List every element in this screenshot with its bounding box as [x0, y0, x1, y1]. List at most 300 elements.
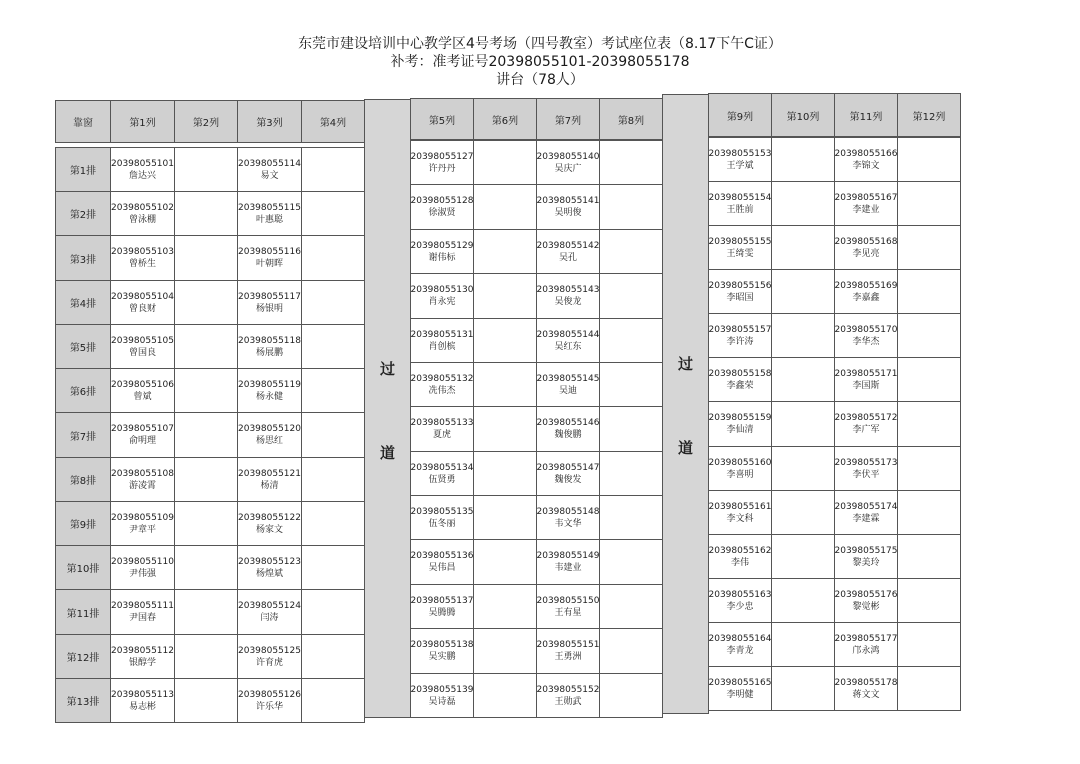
seat-student-name: 银醇学 — [128, 657, 156, 668]
seat-cell — [708, 578, 772, 623]
row-header — [55, 324, 111, 369]
seat-student-name: 杨煌斌 — [255, 568, 283, 579]
seat-cell — [771, 269, 835, 314]
seat-cell — [599, 673, 663, 718]
seat-cell — [473, 229, 537, 274]
seat-cell — [110, 545, 175, 590]
seat-exam-number: 20398055177 — [834, 633, 898, 644]
seat-cell — [536, 451, 600, 496]
seat-student-name: 邝永鸿 — [852, 645, 880, 656]
seat-cell — [110, 412, 175, 458]
seat-cell — [473, 451, 537, 496]
seat-student-name: 吴红东 — [554, 341, 582, 352]
seat-cell — [410, 673, 474, 718]
seat-exam-number: 20398055166 — [834, 148, 898, 159]
row-header-label: 第7排 — [69, 431, 97, 443]
seat-cell — [174, 280, 238, 325]
seat-cell — [897, 622, 961, 667]
seat-cell — [834, 225, 898, 270]
seat-exam-number: 20398055176 — [834, 589, 898, 600]
seat-cell — [771, 313, 835, 358]
seat-exam-number: 20398055139 — [410, 684, 474, 695]
seat-exam-number: 20398055135 — [410, 506, 474, 517]
seat-cell — [897, 534, 961, 579]
column-header — [301, 100, 365, 143]
seat-exam-number: 20398055120 — [238, 424, 301, 434]
column-header-label: 第1列 — [129, 118, 156, 129]
seat-exam-number: 20398055137 — [410, 595, 474, 606]
seat-student-name: 肖永宪 — [428, 297, 456, 307]
seat-exam-number: 20398055110 — [111, 556, 174, 567]
seat-cell — [237, 235, 302, 281]
seat-cell — [237, 545, 302, 590]
seat-student-name: 曾斌 — [133, 391, 152, 402]
row-header-label: 第2排 — [69, 210, 97, 221]
column-header-label: 第3列 — [256, 118, 283, 129]
seat-cell — [174, 501, 238, 546]
seat-cell — [410, 140, 474, 185]
seat-exam-number: 20398055151 — [536, 640, 600, 650]
seat-exam-number: 20398055147 — [536, 462, 600, 473]
seat-student-name: 李嘉鑫 — [852, 292, 880, 303]
seat-cell — [536, 495, 600, 540]
seat-cell — [599, 362, 663, 407]
seat-cell — [110, 368, 175, 413]
seat-student-name: 伍冬丽 — [428, 518, 456, 529]
seat-cell — [599, 140, 663, 185]
seat-cell — [410, 273, 474, 319]
seat-exam-number: 20398055121 — [238, 468, 301, 479]
seat-exam-number: 20398055113 — [111, 689, 174, 700]
seat-cell — [708, 446, 772, 491]
seat-cell — [110, 634, 175, 679]
row-header — [55, 634, 111, 679]
seat-student-name: 徐淑贤 — [428, 208, 456, 218]
seat-student-name: 曾良财 — [128, 303, 156, 314]
seat-exam-number: 20398055108 — [111, 468, 174, 479]
seat-cell — [473, 628, 537, 674]
seat-cell — [771, 534, 835, 579]
seat-student-name: 李明健 — [726, 689, 754, 700]
seat-cell — [301, 545, 365, 590]
seat-cell — [473, 673, 537, 718]
seat-cell — [599, 584, 663, 629]
column-header — [174, 100, 238, 143]
seat-exam-number: 20398055157 — [708, 324, 772, 335]
aisle — [364, 99, 411, 718]
seat-cell — [301, 678, 365, 723]
seat-cell — [410, 362, 474, 407]
seat-student-name: 李伟 — [730, 557, 749, 568]
column-header — [897, 93, 961, 137]
seat-cell — [708, 137, 772, 182]
seat-cell — [536, 539, 600, 585]
seat-exam-number: 20398055150 — [536, 595, 600, 606]
seat-student-name: 李建业 — [852, 204, 880, 215]
column-header-label: 第4列 — [319, 118, 347, 129]
seat-cell — [708, 401, 772, 447]
seat-student-name: 李青龙 — [726, 645, 754, 656]
seat-exam-number: 20398055159 — [708, 413, 772, 423]
seat-cell — [410, 451, 474, 496]
column-header-label: 第8列 — [617, 115, 645, 127]
seat-cell — [599, 273, 663, 319]
seat-student-name: 王学斌 — [726, 160, 754, 171]
seat-cell — [897, 181, 961, 226]
seat-cell — [301, 368, 365, 413]
seat-exam-number: 20398055158 — [708, 368, 772, 379]
seat-exam-number: 20398055142 — [536, 240, 600, 251]
seat-cell — [410, 539, 474, 585]
corner-label — [55, 100, 111, 143]
seat-cell — [301, 147, 365, 192]
seat-student-name: 谢伟标 — [428, 252, 456, 263]
seat-cell — [110, 589, 175, 635]
seat-exam-number: 20398055141 — [536, 196, 600, 206]
page-subtitle: 补考：准考证号20398055101-20398055178 — [390, 54, 690, 70]
seat-exam-number: 20398055122 — [238, 512, 301, 523]
row-header — [55, 589, 111, 635]
column-header-label: 第5列 — [428, 115, 456, 127]
seat-student-name: 吴诗磊 — [428, 696, 456, 707]
seat-cell — [110, 235, 175, 281]
seat-exam-number: 20398055154 — [708, 192, 772, 203]
seat-cell — [708, 225, 772, 270]
seat-cell — [473, 362, 537, 407]
seat-cell — [410, 229, 474, 274]
seat-student-name: 杨思红 — [255, 436, 283, 446]
seat-cell — [473, 318, 537, 363]
seat-cell — [771, 490, 835, 535]
seat-exam-number: 20398055114 — [238, 158, 301, 169]
row-header — [55, 191, 111, 236]
seat-student-name: 李喜明 — [726, 469, 754, 480]
seat-cell — [897, 446, 961, 491]
aisle-char: 过 — [677, 355, 693, 373]
seat-student-name: 俞明理 — [128, 436, 156, 446]
seat-student-name: 李广军 — [852, 425, 880, 435]
seat-student-name: 杨家文 — [255, 524, 283, 535]
seat-cell — [897, 137, 961, 182]
seat-student-name: 王勇洲 — [554, 652, 582, 662]
seat-cell — [536, 140, 600, 185]
seat-exam-number: 20398055148 — [536, 506, 600, 517]
seat-student-name: 詹达兴 — [128, 170, 156, 181]
column-header — [473, 98, 537, 140]
seat-cell — [237, 501, 302, 546]
seat-cell — [536, 362, 600, 407]
seat-cell — [301, 634, 365, 679]
seat-student-name: 李许涛 — [726, 336, 754, 347]
seat-cell — [897, 578, 961, 623]
seat-cell — [599, 406, 663, 452]
seat-cell — [834, 534, 898, 579]
seat-student-name: 吴庆广 — [554, 163, 582, 174]
seat-cell — [834, 401, 898, 447]
seat-student-name: 闫涛 — [260, 613, 279, 623]
row-header — [55, 147, 111, 192]
seat-cell — [237, 457, 302, 502]
seat-exam-number: 20398055163 — [708, 589, 772, 600]
seat-cell — [536, 184, 600, 230]
seat-cell — [897, 401, 961, 447]
seat-cell — [708, 313, 772, 358]
seat-student-name: 尹国春 — [128, 613, 156, 623]
seat-student-name: 李伏平 — [852, 469, 880, 480]
column-header — [599, 98, 663, 140]
seat-student-name: 游凌霄 — [128, 480, 156, 491]
aisle-char: 道 — [677, 439, 693, 457]
seat-exam-number: 20398055146 — [536, 418, 600, 428]
seat-cell — [708, 490, 772, 535]
row-header — [55, 412, 111, 458]
seat-cell — [536, 673, 600, 718]
seat-exam-number: 20398055168 — [834, 236, 898, 247]
column-header — [110, 100, 175, 143]
seat-student-name: 韦建业 — [554, 563, 582, 573]
seat-cell — [599, 451, 663, 496]
seat-cell — [237, 412, 302, 458]
seat-exam-number: 20398055112 — [111, 645, 174, 656]
seat-student-name: 许丹丹 — [428, 163, 456, 174]
seat-cell — [536, 229, 600, 274]
seat-cell — [473, 140, 537, 185]
seat-exam-number: 20398055107 — [111, 424, 174, 434]
seat-cell — [473, 495, 537, 540]
seat-student-name: 吴明俊 — [554, 208, 582, 218]
seat-cell — [834, 269, 898, 314]
column-header-label: 第11列 — [849, 111, 883, 123]
seat-cell — [237, 634, 302, 679]
seat-cell — [174, 147, 238, 192]
seat-student-name: 吴迪 — [558, 385, 577, 396]
seat-student-name: 许育虎 — [255, 657, 283, 668]
seat-student-name: 易文 — [260, 170, 279, 181]
row-header-label: 第10排 — [66, 564, 100, 575]
seat-cell — [536, 273, 600, 319]
seat-cell — [174, 589, 238, 635]
seat-cell — [536, 318, 600, 363]
seat-cell — [708, 534, 772, 579]
seat-student-name: 尹伟强 — [128, 568, 156, 579]
seat-student-name: 易志彬 — [128, 701, 156, 712]
seat-cell — [301, 235, 365, 281]
seat-exam-number: 20398055119 — [238, 379, 301, 390]
row-header — [55, 501, 111, 546]
seat-exam-number: 20398055140 — [536, 151, 600, 162]
seat-cell — [410, 406, 474, 452]
row-header-label: 第13排 — [66, 697, 100, 708]
seat-cell — [237, 280, 302, 325]
seat-cell — [834, 622, 898, 667]
seat-cell — [708, 666, 772, 711]
seat-exam-number: 20398055103 — [111, 247, 174, 257]
seat-cell — [834, 137, 898, 182]
seat-cell — [599, 229, 663, 274]
row-header — [55, 678, 111, 723]
seat-student-name: 伍贤勇 — [428, 474, 456, 485]
row-header-label: 第12排 — [66, 653, 100, 664]
seat-exam-number: 20398055101 — [111, 158, 174, 169]
seat-cell — [834, 666, 898, 711]
seat-exam-number: 20398055165 — [708, 677, 772, 688]
seat-cell — [897, 490, 961, 535]
seat-cell — [174, 191, 238, 236]
seat-student-name: 吴孔 — [558, 252, 577, 263]
seat-student-name: 杨展鹏 — [255, 347, 283, 358]
seat-cell — [174, 545, 238, 590]
seat-cell — [771, 446, 835, 491]
seat-exam-number: 20398055164 — [708, 633, 772, 644]
seat-student-name: 韦文华 — [554, 518, 582, 529]
seat-exam-number: 20398055134 — [410, 462, 474, 473]
seat-exam-number: 20398055130 — [410, 285, 474, 295]
aisle-char: 过 — [379, 360, 395, 378]
seat-cell — [708, 357, 772, 402]
seat-cell — [536, 406, 600, 452]
seat-exam-number: 20398055169 — [834, 280, 898, 291]
seat-cell — [110, 324, 175, 369]
seat-exam-number: 20398055161 — [708, 501, 772, 512]
column-header-label: 第2列 — [192, 118, 220, 129]
seat-student-name: 李国斯 — [852, 380, 880, 391]
column-header-label: 第7列 — [554, 115, 582, 127]
column-header — [410, 98, 474, 140]
aisle — [662, 94, 709, 714]
seat-student-name: 李锦文 — [852, 160, 880, 171]
column-header — [237, 100, 302, 143]
seat-student-name: 李少忠 — [726, 601, 754, 612]
seat-student-name: 黎美玲 — [852, 557, 880, 568]
seat-exam-number: 20398055129 — [410, 240, 474, 251]
seat-cell — [174, 324, 238, 369]
column-header — [708, 93, 772, 137]
seat-cell — [473, 184, 537, 230]
seat-student-name: 蒋文文 — [852, 689, 880, 700]
seat-cell — [110, 501, 175, 546]
seat-cell — [771, 666, 835, 711]
seat-cell — [897, 313, 961, 358]
seat-exam-number: 20398055174 — [834, 501, 898, 512]
seat-cell — [708, 622, 772, 667]
seat-exam-number: 20398055175 — [834, 545, 898, 556]
seat-student-name: 叶惠聪 — [255, 214, 283, 225]
seat-cell — [237, 678, 302, 723]
seat-student-name: 黎觉彬 — [852, 601, 880, 612]
seat-cell — [771, 578, 835, 623]
column-header-label: 第6列 — [491, 115, 519, 127]
seat-student-name: 冼伟杰 — [428, 385, 456, 396]
seat-exam-number: 20398055152 — [536, 684, 600, 695]
column-header — [834, 93, 898, 137]
seat-exam-number: 20398055170 — [834, 324, 898, 335]
seat-exam-number: 20398055144 — [536, 329, 600, 340]
seat-cell — [834, 446, 898, 491]
seat-cell — [237, 324, 302, 369]
seat-student-name: 李文科 — [726, 513, 754, 524]
corner-label-text: 靠窗 — [73, 118, 93, 129]
seat-cell — [410, 628, 474, 674]
seat-cell — [301, 280, 365, 325]
seat-exam-number: 20398055138 — [410, 640, 474, 650]
seat-cell — [771, 401, 835, 447]
seat-cell — [174, 457, 238, 502]
seat-exam-number: 20398055136 — [410, 551, 474, 561]
seat-student-name: 杨清 — [260, 480, 279, 491]
seat-cell — [599, 539, 663, 585]
seat-student-name: 王勋武 — [554, 696, 582, 707]
seat-exam-number: 20398055128 — [410, 196, 474, 206]
row-header — [55, 368, 111, 413]
seat-cell — [536, 584, 600, 629]
seat-exam-number: 20398055132 — [410, 373, 474, 384]
seat-student-name: 魏俊鹏 — [554, 430, 582, 440]
seat-cell — [410, 184, 474, 230]
seat-cell — [834, 313, 898, 358]
seat-student-name: 王胜前 — [726, 204, 754, 215]
seat-cell — [237, 191, 302, 236]
seat-cell — [771, 357, 835, 402]
seat-cell — [301, 324, 365, 369]
seat-student-name: 吴腾腾 — [428, 607, 456, 618]
seat-cell — [897, 269, 961, 314]
seat-exam-number: 20398055145 — [536, 373, 600, 384]
seat-student-name: 曾泳棚 — [128, 214, 156, 225]
seat-exam-number: 20398055153 — [708, 148, 772, 159]
seat-cell — [834, 181, 898, 226]
seat-exam-number: 20398055126 — [238, 689, 301, 700]
seat-cell — [174, 678, 238, 723]
seat-cell — [110, 457, 175, 502]
seat-cell — [708, 269, 772, 314]
seat-exam-number: 20398055178 — [834, 677, 898, 688]
seat-student-name: 曾国良 — [128, 347, 156, 358]
seat-cell — [410, 584, 474, 629]
seat-student-name: 李华杰 — [852, 336, 880, 347]
seat-student-name: 叶朝晖 — [255, 259, 283, 269]
seat-student-name: 杨永健 — [255, 391, 283, 402]
seat-cell — [110, 678, 175, 723]
row-header-label: 第3排 — [69, 254, 97, 266]
seat-cell — [536, 628, 600, 674]
seat-cell — [301, 191, 365, 236]
column-header — [771, 93, 835, 137]
seat-student-name: 肖创槟 — [428, 341, 456, 352]
seat-cell — [897, 225, 961, 270]
seat-exam-number: 20398055116 — [238, 247, 301, 257]
seat-student-name: 曾桥生 — [128, 259, 156, 269]
row-header — [55, 545, 111, 590]
seat-cell — [473, 406, 537, 452]
seat-exam-number: 20398055143 — [536, 285, 600, 295]
seat-cell — [834, 578, 898, 623]
seat-cell — [599, 184, 663, 230]
seat-cell — [110, 280, 175, 325]
column-header-label: 第12列 — [912, 111, 946, 123]
seat-cell — [599, 628, 663, 674]
seat-cell — [599, 495, 663, 540]
seat-exam-number: 20398055167 — [834, 192, 898, 203]
seat-student-name: 夏虎 — [432, 430, 451, 440]
column-header-label: 第9列 — [726, 111, 754, 123]
seat-exam-number: 20398055156 — [708, 280, 772, 291]
seat-cell — [897, 666, 961, 711]
seat-exam-number: 20398055102 — [111, 202, 174, 213]
seat-exam-number: 20398055171 — [834, 368, 898, 379]
row-header-label: 第8排 — [69, 476, 97, 487]
seat-cell — [897, 357, 961, 402]
seat-cell — [174, 634, 238, 679]
